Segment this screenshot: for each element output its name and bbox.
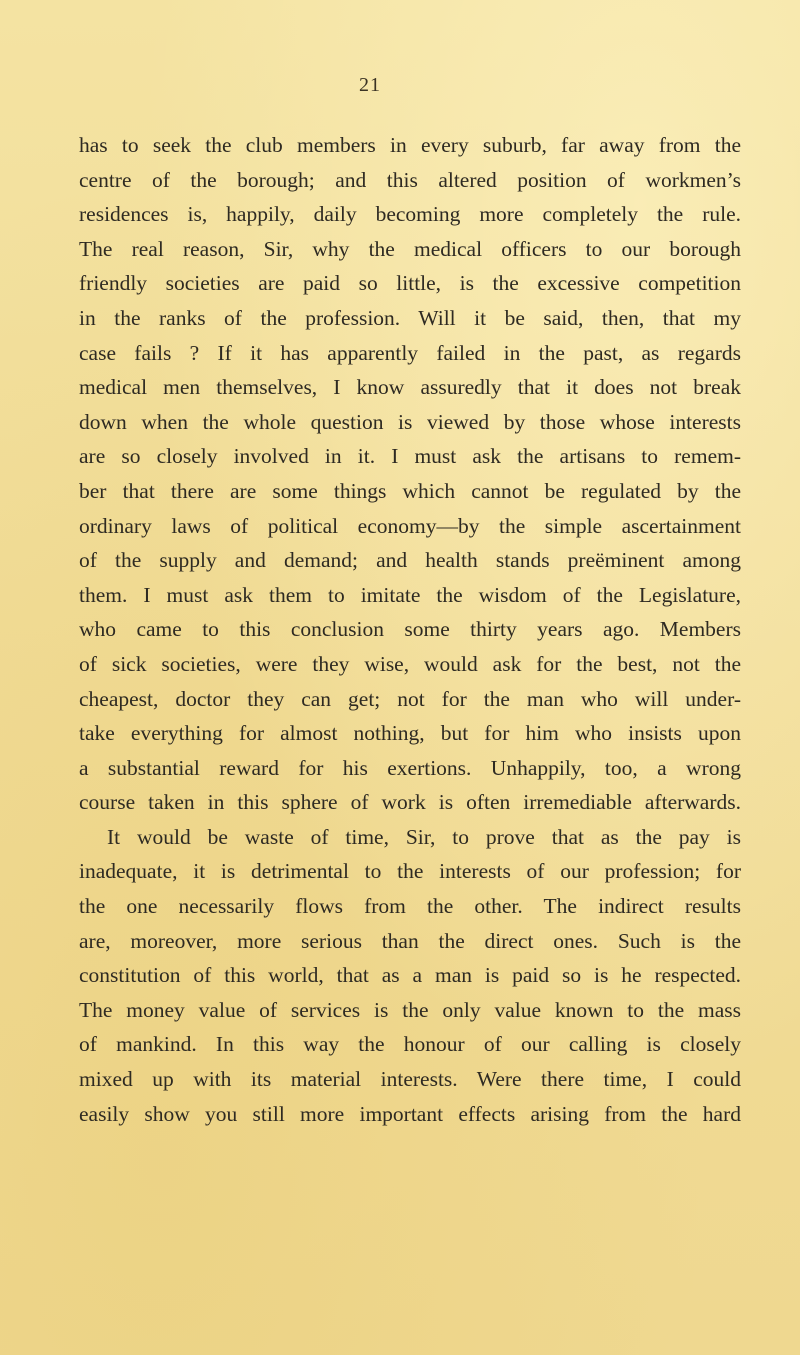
text-line-16: of sick societies, were they wise, would ask for the best, not the — [79, 651, 741, 676]
text-line-28: mixed up with its material interests. Were there time, I could — [79, 1067, 741, 1092]
text-line-8: medical men themselves, I know assuredly that it does not break — [79, 375, 741, 400]
text-line-25: constitution of this world, that as a man is paid so is he respected. — [79, 963, 741, 988]
text-line-14: them. I must ask them to imitate the wisdom of the Legislature, — [79, 582, 741, 607]
text-line-15: who came to this conclusion some thirty years ago. Members — [79, 617, 741, 642]
body-text — [79, 128, 741, 1131]
text-line-24: are, moreover, more serious than the direct ones. Such is the — [79, 928, 741, 953]
text-line-11: ber that there are some things which cannot be regulated by the — [79, 478, 741, 503]
text-line-5: friendly societies are paid so little, is the excessive competition — [79, 271, 741, 296]
text-line-19: a substantial reward for his exertions. Unhappily, too, a wrong — [79, 755, 741, 780]
text-line-4: The real reason, Sir, why the medical officers to our borough — [79, 236, 741, 261]
text-line-26: The money value of services is the only value known to the mass — [79, 997, 741, 1022]
text-line-22: inadequate, it is detrimental to the interests of our profession; for — [79, 859, 741, 884]
text-line-13: of the supply and demand; and health stands preëminent among — [79, 548, 741, 573]
text-line-17: cheapest, doctor they can get; not for the man who will under- — [79, 686, 741, 711]
text-line-12: ordinary laws of political economy—by the simple ascertainment — [79, 513, 741, 538]
text-line-6: in the ranks of the profession. Will it be said, then, that my — [79, 305, 741, 330]
text-line-3: residences is, happily, daily becoming more completely the rule. — [79, 202, 741, 227]
text-line-2: centre of the borough; and this altered position of workmen’s — [79, 167, 741, 192]
text-line-9: down when the whole question is viewed by those whose interests — [79, 409, 741, 434]
text-line-23: the one necessarily flows from the other. The indirect results — [79, 894, 741, 919]
text-line-29: easily show you still more important effects arising from the hard — [79, 1101, 741, 1126]
text-line-7: case fails ? If it has apparently failed in the past, as regards — [79, 340, 741, 365]
text-line-1: has to seek the club members in every suburb, far away from the — [79, 133, 741, 157]
page-number: 21 — [359, 74, 381, 96]
text-line-21: It would be waste of time, Sir, to prove that as the pay is — [107, 824, 741, 849]
text-line-27: of mankind. In this way the honour of our calling is closely — [79, 1032, 741, 1057]
text-line-20: course taken in this sphere of work is often irremediable afterwards. — [79, 790, 741, 815]
text-line-10: are so closely involved in it. I must ask the artisans to remem- — [79, 444, 741, 469]
text-line-18: take everything for almost nothing, but for him who insists upon — [79, 721, 741, 746]
